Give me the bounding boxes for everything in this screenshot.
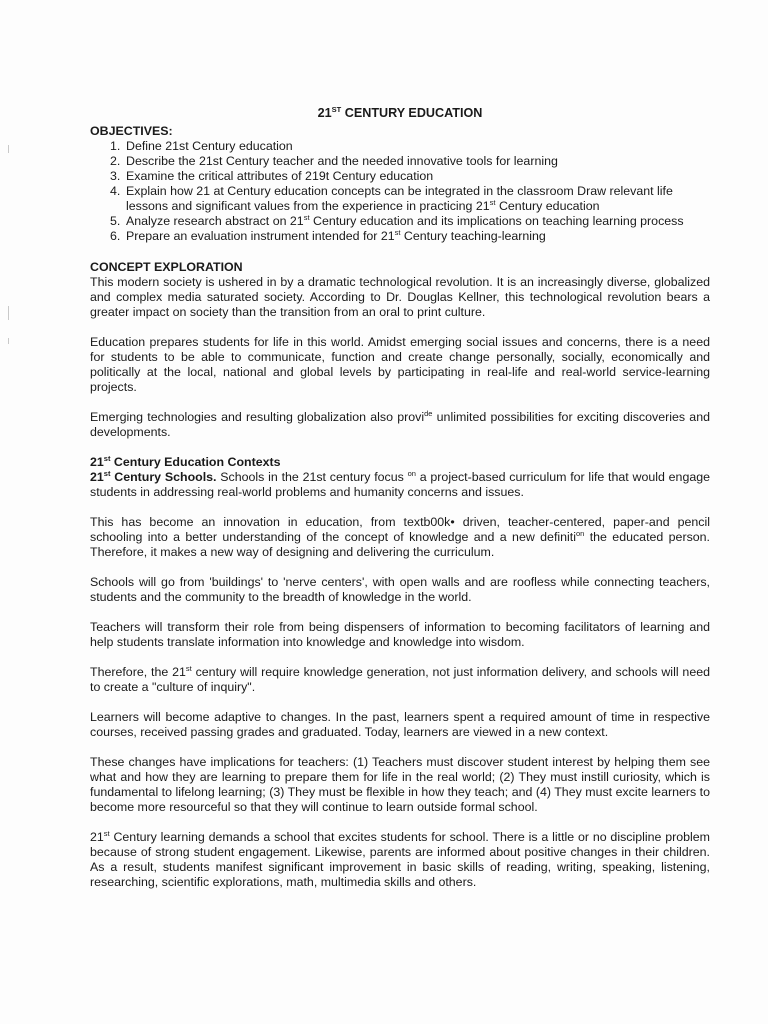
paragraph: Therefore, the 21st century will require knowledge generation, not just information delivery, and schools will need to create a "culture of inquiry". bbox=[90, 664, 710, 694]
objective-number: 5. bbox=[110, 214, 121, 228]
objectives-heading: OBJECTIVES: bbox=[90, 124, 173, 138]
objective-item: 5. Analyze research abstract on 21st Century education and its implications on teaching learning process bbox=[110, 213, 684, 228]
objectives-list bbox=[90, 139, 710, 244]
paragraph: Schools will go from 'buildings' to 'nerve centers', with open walls and are roofless while connecting teachers, students and the community to the breadth of knowledge in the world. bbox=[90, 575, 710, 604]
paragraph: Emerging technologies and resulting globalization also provi$^{de}$ unlimited possibilities for exciting discoveries and developments. bbox=[90, 409, 710, 439]
document-title: 21ST CENTURY EDUCATION bbox=[317, 105, 483, 120]
paragraph: This modern society is ushered in by a dramatic technological revolution. It is an increasingly diverse, globalized and complex media saturated society. According to Dr. Douglas Kellner, this technological revolution bears a greater impact on society than the transition from an oral to print culture. bbox=[90, 275, 710, 319]
paragraph: Education prepares students for life in this world. Amidst emerging social issues and concerns, there is a need for students to be able to communicate, function and create change personally, socially, economically and politically at the local, national and global levels by participating in real-life and real-world service-learning projects. bbox=[90, 335, 710, 394]
document-body bbox=[90, 106, 710, 905]
schools-run-in-heading: 21st Century Schools. bbox=[90, 469, 217, 484]
scan-mark bbox=[8, 338, 9, 344]
objective-number: 4. bbox=[110, 184, 121, 198]
objective-number: 2. bbox=[110, 154, 121, 168]
objective-item: 6. Prepare an evaluation instrument intended for 21st Century teaching-learning bbox=[110, 228, 546, 243]
objective-item: 3. Examine the critical attributes of 219t Century education bbox=[110, 169, 434, 183]
objective-number: 1. bbox=[110, 139, 121, 153]
scan-mark bbox=[8, 145, 9, 153]
objective-number: 6. bbox=[110, 229, 121, 243]
paragraph: 21st Century Schools. Schools in the 21st century focus $^{on}$ a project-based curriculum for life that would engage students in addressing real-world problems and humanity concerns and issues. bbox=[90, 469, 711, 499]
objective-number: 3. bbox=[110, 169, 121, 183]
objective-item: 4. Explain how 21 at Century education concepts can be integrated in the classroom Draw relevant life lessons and significant values from the experience in practicing 21st Century education bbox=[110, 184, 673, 213]
objective-item: 1. Define 21st Century education bbox=[110, 139, 293, 153]
paragraph: These changes have implications for teachers: (1) Teachers must discover student interest by helping them see what and how they are learning to prepare them for life in the real world; (2) They must instill curiosity, which is fundamental to lifelong learning; (3) They must be flexible in how they teach; and (4) They must excite learners to become more resourceful so that they will continue to learn outside formal school. bbox=[90, 755, 710, 814]
paragraph: This has become an innovation in education, from textb00k• driven, teacher-centered, paper-and pencil schooling into a better understanding of the concept of knowledge and a new definiti$^{on}$ the educated person. Therefore, it makes a new way of designing and delivering the curriculum. bbox=[90, 515, 710, 559]
paragraph: Learners will become adaptive to changes. In the past, learners spent a required amount of time in respective courses, received passing grades and graduated. Today, learners are viewed in a new context. bbox=[90, 710, 710, 739]
scan-mark bbox=[8, 306, 9, 320]
paragraph: 21st Century learning demands a school that excites students for school. There is a little or no discipline problem because of strong student engagement. Likewise, parents are informed about positive changes in their children. As a result, students manifest significant improvement in basic skills of reading, writing, speaking, listening, researching, scientific explorations, math, multimedia skills and others. bbox=[90, 829, 710, 889]
concept-heading: CONCEPT EXPLORATION bbox=[90, 260, 243, 274]
contexts-heading: 21st Century Education Contexts bbox=[90, 454, 281, 469]
paragraph: Teachers will transform their role from being dispensers of information to becoming facilitators of learning and help students translate information into knowledge and knowledge into wisdom. bbox=[90, 620, 710, 649]
objective-item: 2. Describe the 21st Century teacher and the needed innovative tools for learning bbox=[110, 154, 558, 168]
